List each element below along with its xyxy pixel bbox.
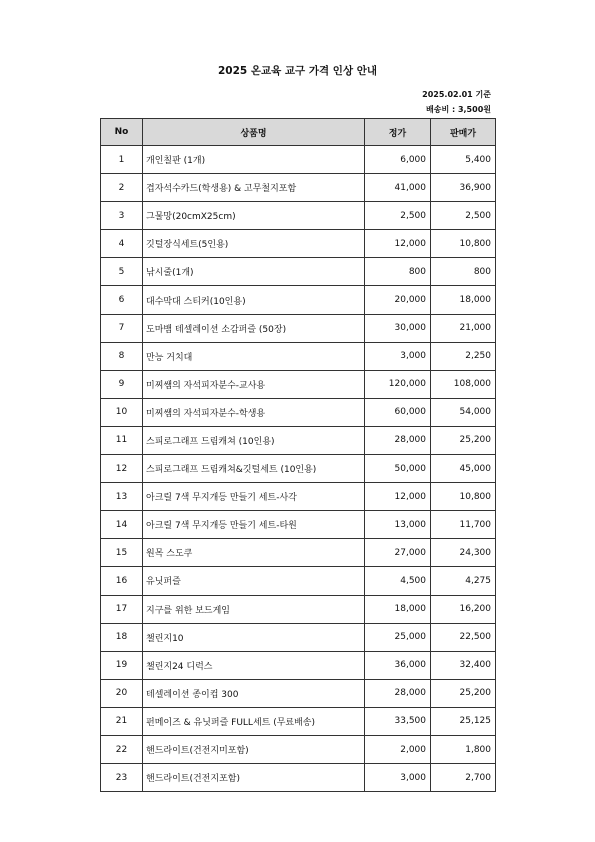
sale-price: 45,000 — [431, 455, 496, 483]
product-name: 미찌쌤의 자석피자분수-교사용 — [143, 370, 365, 398]
list-price: 36,000 — [365, 651, 431, 679]
table-row — [101, 258, 496, 286]
sale-price: 24,300 — [431, 539, 496, 567]
product-name: 낚시줄(1개) — [143, 258, 365, 286]
list-price: 28,000 — [365, 679, 431, 707]
sale-price: 2,500 — [431, 202, 496, 230]
row-number: 23 — [101, 764, 143, 792]
row-number: 7 — [101, 314, 143, 342]
product-name: 유닛퍼즐 — [143, 567, 365, 595]
row-number: 3 — [101, 202, 143, 230]
product-name: 챌린지24 디럭스 — [143, 651, 365, 679]
table-row — [101, 651, 496, 679]
sale-price: 54,000 — [431, 398, 496, 426]
list-price: 41,000 — [365, 174, 431, 202]
product-name: 핸드라이트(건전지미포함) — [143, 735, 365, 763]
product-name: 챌린지10 — [143, 623, 365, 651]
sale-price: 32,400 — [431, 651, 496, 679]
row-number: 18 — [101, 623, 143, 651]
list-price: 33,500 — [365, 707, 431, 735]
sale-price: 2,700 — [431, 764, 496, 792]
table-row — [101, 370, 496, 398]
list-price: 28,000 — [365, 426, 431, 454]
sale-price: 25,200 — [431, 679, 496, 707]
table-row — [101, 146, 496, 174]
sale-price: 4,275 — [431, 567, 496, 595]
row-number: 14 — [101, 511, 143, 539]
list-price: 18,000 — [365, 595, 431, 623]
table-row — [101, 764, 496, 792]
list-price: 60,000 — [365, 398, 431, 426]
row-number: 21 — [101, 707, 143, 735]
sale-price: 18,000 — [431, 286, 496, 314]
list-price: 120,000 — [365, 370, 431, 398]
sale-price: 25,200 — [431, 426, 496, 454]
product-name: 깃털장식세트(5인용) — [143, 230, 365, 258]
date-note: 2025.02.01 기준 — [422, 90, 491, 99]
product-name: 아크릴 7색 무지개등 만들기 세트-사각 — [143, 483, 365, 511]
row-number: 9 — [101, 370, 143, 398]
row-number: 20 — [101, 679, 143, 707]
list-price: 13,000 — [365, 511, 431, 539]
header-list-price: 정가 — [365, 119, 431, 146]
table-row — [101, 342, 496, 370]
product-name: 테셀레이션 종이컵 300 — [143, 679, 365, 707]
sale-price: 22,500 — [431, 623, 496, 651]
table-row — [101, 567, 496, 595]
row-number: 19 — [101, 651, 143, 679]
table-row — [101, 398, 496, 426]
table-row — [101, 735, 496, 763]
row-number: 16 — [101, 567, 143, 595]
row-number: 1 — [101, 146, 143, 174]
table-row — [101, 455, 496, 483]
product-name: 미찌쌤의 자석피자분수-학생용 — [143, 398, 365, 426]
sale-price: 21,000 — [431, 314, 496, 342]
sale-price: 108,000 — [431, 370, 496, 398]
list-price: 2,000 — [365, 735, 431, 763]
product-name: 펀메이즈 & 유닛퍼즐 FULL세트 (무료배송) — [143, 707, 365, 735]
product-name: 그물망(20cmX25cm) — [143, 202, 365, 230]
sale-price: 1,800 — [431, 735, 496, 763]
sale-price: 36,900 — [431, 174, 496, 202]
product-name: 원목 스도쿠 — [143, 539, 365, 567]
price-table — [100, 118, 496, 792]
price-table-header — [101, 119, 496, 146]
sale-price: 25,125 — [431, 707, 496, 735]
product-name: 개인칠판 (1개) — [143, 146, 365, 174]
row-number: 2 — [101, 174, 143, 202]
product-name: 도마뱀 테셀레이션 소감퍼즐 (50장) — [143, 314, 365, 342]
product-name: 아크릴 7색 무지개등 만들기 세트-타원 — [143, 511, 365, 539]
table-row — [101, 623, 496, 651]
list-price: 6,000 — [365, 146, 431, 174]
row-number: 17 — [101, 595, 143, 623]
list-price: 25,000 — [365, 623, 431, 651]
product-name: 대수막대 스티커(10인용) — [143, 286, 365, 314]
header-sale-price: 판매가 — [431, 119, 496, 146]
row-number: 10 — [101, 398, 143, 426]
header-row — [101, 119, 496, 146]
product-name: 스피로그래프 드림캐쳐&깃털세트 (10인용) — [143, 455, 365, 483]
header-no: No — [101, 119, 143, 146]
product-name: 핸드라이트(건전지포함) — [143, 764, 365, 792]
list-price: 27,000 — [365, 539, 431, 567]
sale-price: 16,200 — [431, 595, 496, 623]
document-title: 2025 온교육 교구 가격 인상 안내 — [217, 65, 378, 77]
list-price: 3,000 — [365, 342, 431, 370]
list-price: 12,000 — [365, 483, 431, 511]
header-product-name: 상품명 — [143, 119, 365, 146]
row-number: 11 — [101, 426, 143, 454]
table-row — [101, 286, 496, 314]
list-price: 2,500 — [365, 202, 431, 230]
table-row — [101, 202, 496, 230]
sale-price: 800 — [431, 258, 496, 286]
table-row — [101, 230, 496, 258]
product-name: 겹자석수카드(학생용) & 고무철지포함 — [143, 174, 365, 202]
row-number: 15 — [101, 539, 143, 567]
sale-price: 5,400 — [431, 146, 496, 174]
price-table-body — [101, 146, 496, 792]
shipping-note: 배송비 : 3,500원 — [426, 105, 491, 114]
list-price: 50,000 — [365, 455, 431, 483]
list-price: 4,500 — [365, 567, 431, 595]
table-row — [101, 314, 496, 342]
sale-price: 10,800 — [431, 483, 496, 511]
row-number: 4 — [101, 230, 143, 258]
product-name: 스피로그래프 드림캐쳐 (10인용) — [143, 426, 365, 454]
sale-price: 10,800 — [431, 230, 496, 258]
table-row — [101, 539, 496, 567]
table-row — [101, 679, 496, 707]
table-row — [101, 174, 496, 202]
table-row — [101, 595, 496, 623]
list-price: 20,000 — [365, 286, 431, 314]
list-price: 30,000 — [365, 314, 431, 342]
list-price: 3,000 — [365, 764, 431, 792]
product-name: 만능 거치대 — [143, 342, 365, 370]
list-price: 800 — [365, 258, 431, 286]
row-number: 6 — [101, 286, 143, 314]
row-number: 12 — [101, 455, 143, 483]
sale-price: 11,700 — [431, 511, 496, 539]
row-number: 13 — [101, 483, 143, 511]
row-number: 5 — [101, 258, 143, 286]
product-name: 지구를 위한 보드게임 — [143, 595, 365, 623]
row-number: 22 — [101, 735, 143, 763]
list-price: 12,000 — [365, 230, 431, 258]
sale-price: 2,250 — [431, 342, 496, 370]
table-row — [101, 511, 496, 539]
table-row — [101, 483, 496, 511]
row-number: 8 — [101, 342, 143, 370]
table-row — [101, 707, 496, 735]
table-row — [101, 426, 496, 454]
